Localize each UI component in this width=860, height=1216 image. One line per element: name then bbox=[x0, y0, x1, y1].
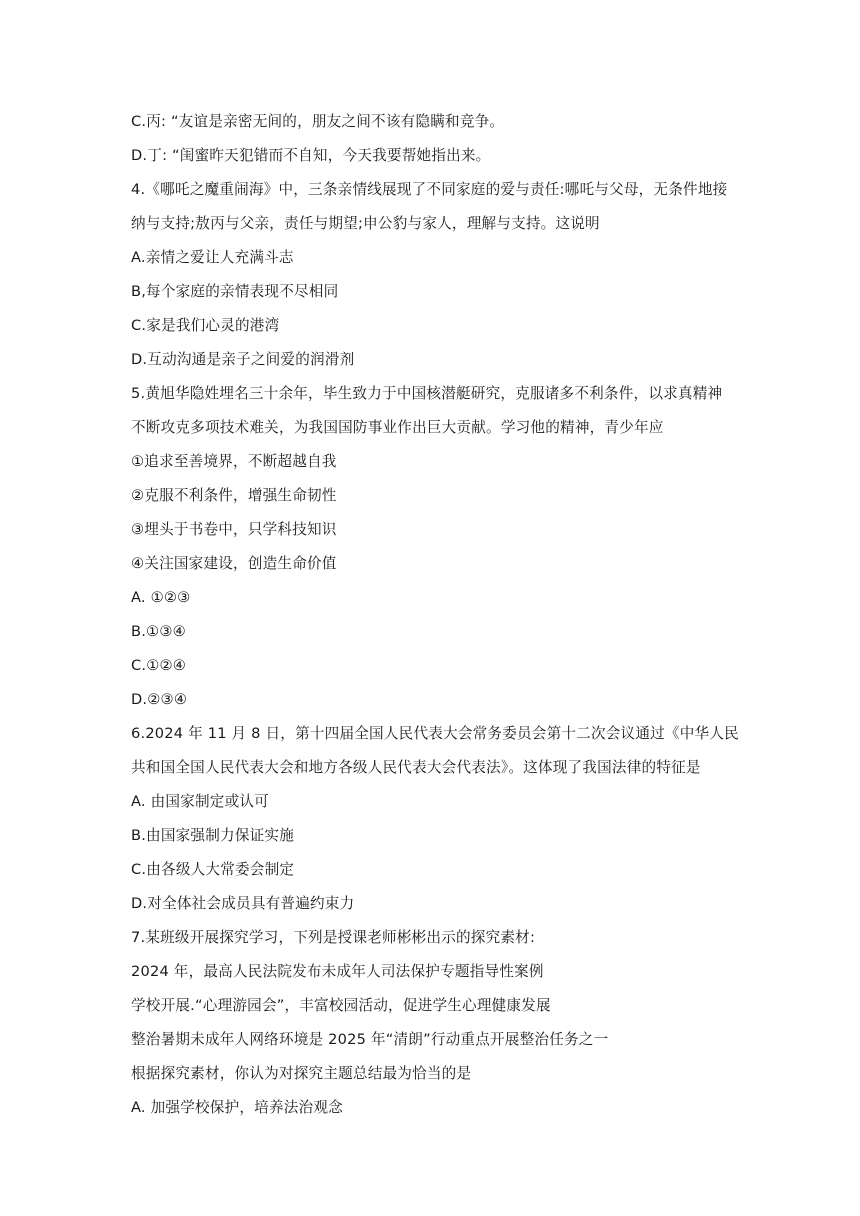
question-5-option-b: B.①③④ bbox=[131, 623, 186, 640]
document-body bbox=[131, 110, 739, 1130]
question-5-option-c: C.①②④ bbox=[131, 657, 187, 674]
question-5-statement-1: ①追求至善境界，不断超越自我 bbox=[131, 453, 337, 470]
question-6-option-d: D.对全体社会成员具有普遍约束力 bbox=[131, 895, 355, 912]
question-7-material-3: 整治暑期未成年人网络环境是 2025 年“清朗”行动重点开展整治任务之一 bbox=[131, 1031, 609, 1048]
question-5-stem-cont: 不断攻克多项技术难关，为我国国防事业作出巨大贡献。学习他的精神，青少年应 bbox=[131, 419, 664, 436]
question-4-option-a: A.亲情之爱让人充满斗志 bbox=[131, 249, 294, 266]
question-4-option-d: D.互动沟通是亲子之间爱的润滑剂 bbox=[131, 351, 355, 368]
question-5-statement-2: ②克服不利条件，增强生命韧性 bbox=[131, 487, 337, 504]
question-7-stem: 7.某班级开展探究学习，下列是授课老师彬彬出示的探究素材: bbox=[131, 929, 536, 946]
question-4-stem: 4.《哪吒之魔重闹海》中，三条亲情线展现了不同家庭的爱与责任:哪吒与父母，无条件地接 bbox=[131, 181, 728, 198]
question-4-option-c: C.家是我们心灵的港湾 bbox=[131, 317, 280, 334]
question-6-option-c: C.由各级人大常委会制定 bbox=[131, 861, 295, 878]
question-6-stem-cont: 共和国全国人民代表大会和地方各级人民代表大会代表法》。这体现了我国法律的特征是 bbox=[131, 759, 701, 776]
question-6-option-b: B.由国家强制力保证实施 bbox=[131, 827, 294, 844]
question-5-option-d: D.②③④ bbox=[131, 691, 188, 708]
option-text-d: D.丁: “闺蜜昨天犯错而不自知，今天我要帮她指出来。 bbox=[131, 147, 491, 164]
question-7-material-1: 2024 年，最高人民法院发布未成年人司法保护专题指导性案例 bbox=[131, 963, 544, 980]
question-4-option-b: B,每个家庭的亲情表现不尽相同 bbox=[131, 283, 339, 300]
question-5-statement-4: ④关注国家建设，创造生命价值 bbox=[131, 555, 337, 572]
question-5-stem: 5.黄旭华隐姓埋名三十余年，毕生致力于中国核潜艇研究，克服诸多不利条件，以求真精神 bbox=[131, 385, 723, 402]
question-5-statement-3: ③埋头于书卷中，只学科技知识 bbox=[131, 521, 337, 538]
question-4-stem-cont: 纳与支持;敖丙与父亲，责任与期望;申公豹与家人，理解与支持。这说明 bbox=[131, 215, 600, 232]
option-text-c: C.丙: “友谊是亲密无间的，朋友之间不该有隐瞒和竞争。 bbox=[131, 113, 505, 130]
question-5-option-a: A. ①②③ bbox=[131, 589, 191, 606]
question-6-option-a: A. 由国家制定或认可 bbox=[131, 793, 269, 810]
question-7-option-a: A. 加强学校保护，培养法治观念 bbox=[131, 1099, 343, 1116]
question-6-stem: 6.2024 年 11 月 8 日，第十四届全国人民代表大会常务委员会第十二次会议通过《中华人民 bbox=[131, 725, 739, 742]
question-7-material-2: 学校开展.“心理游园会”，丰富校园活动，促进学生心理健康发展 bbox=[131, 997, 551, 1014]
question-7-prompt: 根据探究素材，你认为对探究主题总结最为恰当的是 bbox=[131, 1065, 472, 1082]
